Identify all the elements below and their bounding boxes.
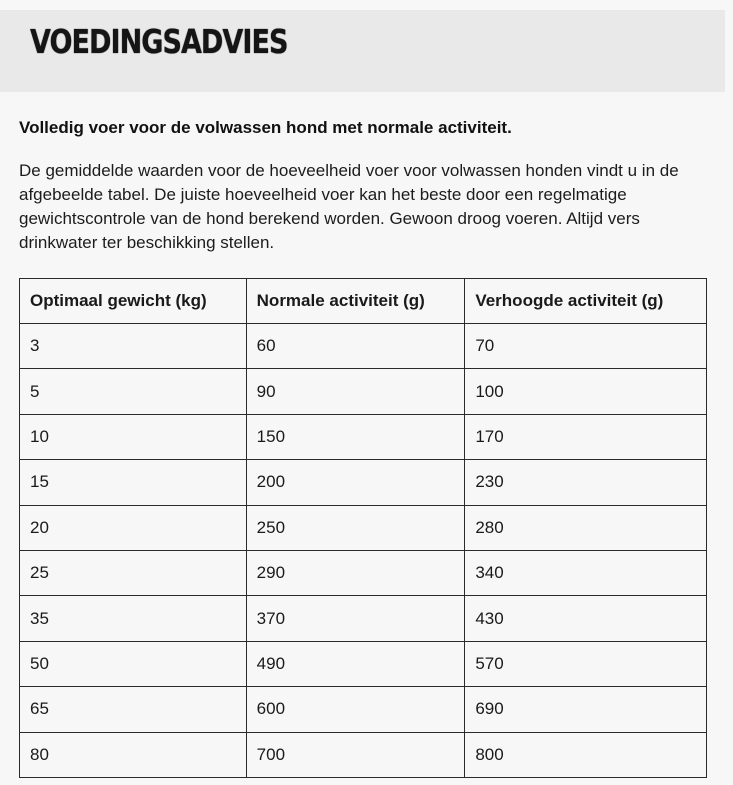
cell-normal: 200 xyxy=(246,460,465,505)
cell-normal: 290 xyxy=(246,550,465,595)
cell-high: 230 xyxy=(465,460,707,505)
table-row xyxy=(20,687,707,732)
cell-high: 570 xyxy=(465,641,707,686)
cell-weight: 20 xyxy=(20,505,247,550)
cell-weight: 10 xyxy=(20,414,247,459)
table-row xyxy=(20,641,707,686)
cell-normal: 90 xyxy=(246,369,465,414)
page-title: VOEDINGSADVIES xyxy=(30,22,288,61)
cell-high: 280 xyxy=(465,505,707,550)
table-row xyxy=(20,732,707,777)
table-row xyxy=(20,460,707,505)
cell-normal: 600 xyxy=(246,687,465,732)
cell-normal: 150 xyxy=(246,414,465,459)
cell-high: 100 xyxy=(465,369,707,414)
table-row xyxy=(20,414,707,459)
cell-weight: 65 xyxy=(20,687,247,732)
cell-normal: 250 xyxy=(246,505,465,550)
intro-heading: Volledig voer voor de volwassen hond met normale activiteit. xyxy=(19,118,512,137)
cell-high: 690 xyxy=(465,687,707,732)
intro-paragraph: De gemiddelde waarden voor de hoeveelheid voer voor volwassen honden vindt u in de afgebeelde tabel. De juiste hoeveelheid voer kan het beste door een regelmatige gewichtscontrole van de hond berekend worden. Gewoon droog voeren. Altijd vers drinkwater ter beschikking stellen. xyxy=(19,161,679,252)
cell-normal: 370 xyxy=(246,596,465,641)
table-row xyxy=(20,505,707,550)
header-weight: Optimaal gewicht (kg) xyxy=(20,279,247,324)
feeding-table xyxy=(19,278,707,778)
cell-weight: 35 xyxy=(20,596,247,641)
table-row xyxy=(20,324,707,369)
cell-high: 430 xyxy=(465,596,707,641)
cell-weight: 3 xyxy=(20,324,247,369)
cell-weight: 50 xyxy=(20,641,247,686)
cell-high: 70 xyxy=(465,324,707,369)
header-banner xyxy=(0,10,725,92)
cell-weight: 15 xyxy=(20,460,247,505)
table-row xyxy=(20,369,707,414)
cell-weight: 80 xyxy=(20,732,247,777)
header-normal-activity: Normale activiteit (g) xyxy=(246,279,465,324)
cell-normal: 490 xyxy=(246,641,465,686)
cell-weight: 5 xyxy=(20,369,247,414)
cell-normal: 60 xyxy=(246,324,465,369)
cell-high: 800 xyxy=(465,732,707,777)
table-row xyxy=(20,550,707,595)
table-header-row xyxy=(20,279,707,324)
cell-normal: 700 xyxy=(246,732,465,777)
cell-weight: 25 xyxy=(20,550,247,595)
cell-high: 170 xyxy=(465,414,707,459)
header-high-activity: Verhoogde activiteit (g) xyxy=(465,279,707,324)
intro-section xyxy=(19,116,707,255)
cell-high: 340 xyxy=(465,550,707,595)
table-row xyxy=(20,596,707,641)
